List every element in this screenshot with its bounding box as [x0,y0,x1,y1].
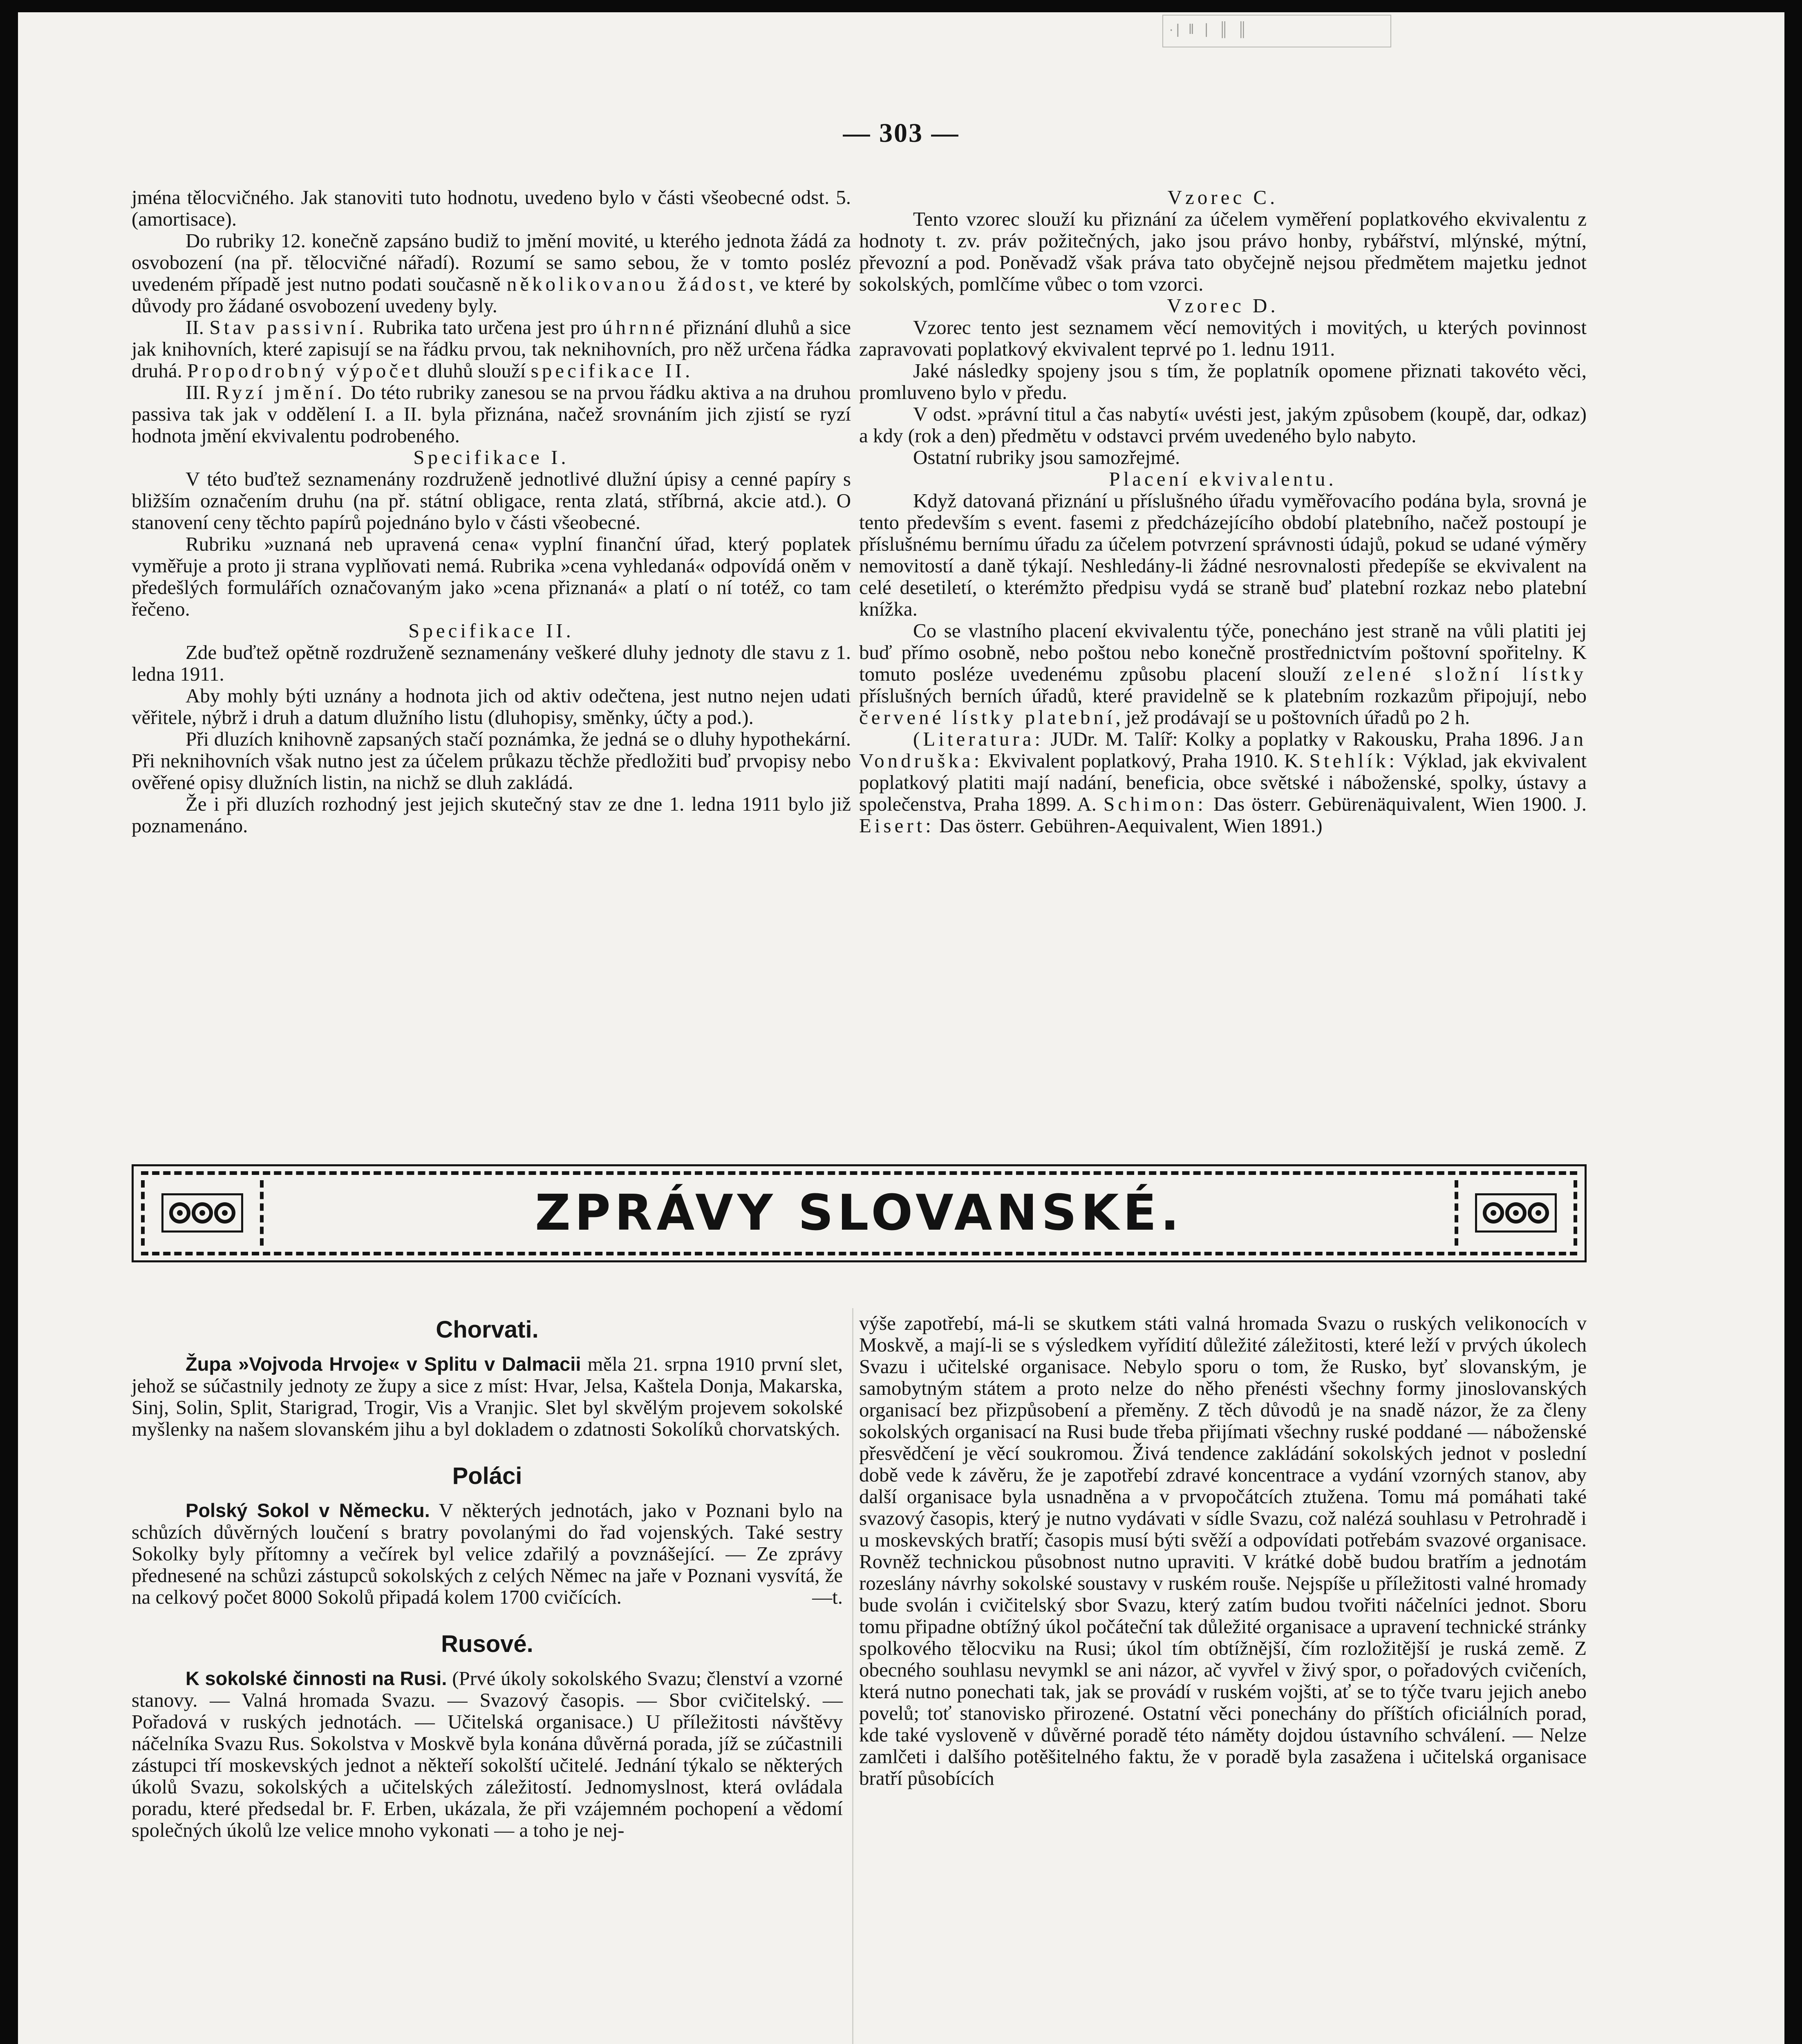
corner-stamp: ·| ‖ ∣ ║ ║ [1162,15,1391,47]
ornament-icon [1475,1193,1557,1233]
paragraph: Rubriku »uznaná neb upravená cena« vyplní finanční úřad, který poplatek vyměřuje a proto ji strana vyplňovati nemá. Rubrika »cena vyhledaná« odpovídá oněm v předešlých formulářích označovaným jako »cena přiznaná« a platí o ní totéž, co tam řečeno. [132,533,851,620]
paragraph: Tento vzorec slouží ku přiznání za účelem vyměření poplatkového ekvivalentu z hodnoty t. zv. práv požitečných, jako jsou právo honby, rybářství, mlýnské, mýtní, převozní a pod. Poněvadž však práva tato obyčejně nejsou předmětem majetku jednot sokolských, pomlčíme vůbec o tom vzorci. [859,208,1587,295]
page-number: — 303 — [843,118,960,148]
paragraph: K sokolské činnosti na Rusi. (Prvé úkoly sokolského Svazu; členství a vzorné stanovy. — Valná hromada Svazu. — Svazový časopis. — Sbor cvičitelský. — Pořadová v ruských jednotách. — Učitelská organisace.) U příležitosti návštěvy náčelníka Svazu Rus. Sokolstva v Moskvě byla konána důvěrná porada, jíž se zúčastnili zástupci tří moskevských jednot a někteří sokolští učitelé. Jednání týkalo se některých úkolů Svazu, sokolských a učitelských záležitostí. Jednomyslnost, která ovládala poradu, které předsedal br. F. Erben, ukázala, že při vzájemném pochopení a vědomí společných úkolů lze velice mnoho vykonati — a toho je nej- [132,1667,843,1841]
paragraph: Vzorec tento jest seznamem věcí nemovitých i movitých, u kterých povinnost zapravovati poplatkový ekvivalent teprvé po 1. lednu 1911. [859,316,1587,360]
paragraph: Aby mohly býti uznány a hodnota jich od aktiv odečtena, jest nutno nejen udati věřitele, nýbrž i druh a datum dlužního listu (dluhopisy, směnky, účty a pod.). [132,684,851,728]
paragraph: V odst. »právní titul a čas nabytí« uvésti jest, jakým způsobem (koupě, dar, odkaz) a kdy (rok a den) předmětu v odstavci prvém uvedeného bylo nabyto. [859,403,1587,447]
section-banner [132,1164,1587,1262]
section-heading-rusove: Rusové. [441,1631,533,1657]
bottom-left-column [132,1316,843,1841]
column-divider [852,1308,853,2044]
paragraph: Polský Sokol v Německu. V některých jednotách, jako v Poznani bylo na schůzích důvěrných loučení s bratry povolanými do řad vojenských. Také sestry Sokolky byly přítomny a večírek byl velice zdařilý a povznášející. — Ze zprávy přednesené na schůzi zástupců sokolských z celých Němec na jaře v Poznani vysvítá, že na celkový počet 8000 Sokolů připadá kolem 1700 cvičících. —t. [132,1499,843,1608]
ornament-icon [161,1193,243,1233]
subheading: Vzorec D. [1167,294,1279,317]
paragraph: Ostatní rubriky jsou samozřejmé. [913,446,1180,468]
top-right-column [859,186,1587,836]
subheading: Specifikace II. [408,619,574,642]
top-left-column [132,186,851,836]
banner-border-top [141,1171,1577,1175]
paragraph: V této buďtež seznamenány rozdruženě jednotlivé dlužní úpisy a cenné papíry s bližším označením druhu (na př. státní obligace, renta zlatá, stříbrná, akcie atd.). O stanovení ceny těchto papírů pojednáno bylo v části všeobecné. [132,468,851,533]
paragraph: II. Stav passivní. Rubrika tato určena jest pro úhrnné přiznání dluhů a sice jak knihovních, které zapisují se na řádku prvou, tak neknihovních, pro něž určena řádka druhá. Propodrobný výpočet dluhů slouží specifikace II. [132,316,851,382]
bottom-right-column [859,1312,1587,1789]
banner-emblem-right [1455,1180,1577,1246]
literature-paragraph: (Literatura: JUDr. M. Talíř: Kolky a poplatky v Rakousku, Praha 1896. Jan Vondruška: Ekvivalent poplatkový, Praha 1910. K. Stehlík: Výklad, jak ekvivalent poplatkový platiti mají nadání, beneficia, obce světské i náboženské, spolky, ústavy a společenstva, Praha 1899. A. Schimon: Das österr. Gebürenäquivalent, Wien 1900. J. Eisert: Das österr. Gebühren-Aequivalent, Wien 1891.) [859,728,1587,837]
paragraph: Jaké následky spojeny jsou s tím, že poplatník opomene přiznati takovéto věci, promluveno bylo v předu. [859,359,1587,403]
section-heading-polaci: Poláci [452,1463,522,1489]
paragraph: Když datovaná přiznání u příslušného úřadu vyměřovacího podána byla, srovná je tento především s event. fasemi z předcházejícího období platebního, načež postoupí je příslušnému bernímu úřadu za účelem potvrzení správnosti údajů, pokud se udané výměry nemovitostí a daně týkají. Neshledány-li žádné nesrovnalosti předepíše se ekvivalent na celé desetiletí, o kterémžto předpisu vydá se straně buď platební rozkaz nebo platební knížka. [859,489,1587,620]
page [18,12,1784,2044]
paragraph: Do rubriky 12. konečně zapsáno budiž to jmění movité, u kterého jednota žádá za osvobození (na př. tělocvičné nářadí). Rozumí se samo sebou, že v tomto posléz uvedeném případě jest nutno podati současně několikovanou žádost, ve které by důvody pro žádané osvobození uvedeny byly. [132,229,851,317]
banner-title: ZPRÁVY SLOVANSKÉ. [535,1184,1184,1242]
paragraph: výše zapotřebí, má-li se skutkem státi valná hromada Svazu o ruských velikonocích v Moskvě, a mají-li se s výsledkem vyřídití důležité záležitosti, které leží v prvých úkolech Svazu i učitelské organisace. Nebylo sporu o tom, že Rusko, byť slovanským, je samobytným státem a proto nelze do něho přenésti všechny formy jinoslovanských organisací bez přizpůsobení a přeměny. Z těch důvodů je na snadě názor, že za členy sokolských organisací na Rusi bude třeba přijímati všechny ruské poddané — náboženské přesvědčení je věcí soukromou. Živá tendence zakládání sokolských jednot v poslední době vede k závěru, že je zapotřebí zdravé koncentrace a vydání vzorných stanov, aby další organisace byla usnadněna a v prvopočátcích ztužena. Tomu má pomáhati také svazový časopis, který je nutno vydávati v sídle Svazu, což nalézá souhlasu v Petrohradě i u moskevských bratří; časopis musí býti svěží a odpovídati potřebám svazové organisace. Rovněž technickou působnost nutno upraviti. V krátké době budou bratřím a jednotám rozeslány návrhy sokolské soustavy v ruském rouše. Nejspíše u příležitosti valné hromady bude svolán i cvičitelský sbor Svazu, který zatím budou tvořiti náčelníci jednot. Sboru tomu připadne obtížný úkol počáteční tak důležité organisace a upravení technické stránky spolkového tělocviku na Rusi; úkol tím obtížnější, čím rozložitější je ruská země. Z obecného souhlasu nevymkl se ani názor, ač vyvřel v živý spor, o pořadových cvičeních, která nutno ponechati tak, jak se provádí v ruském vojšti, ať se to týče tvaru jejich anebo povelů; toť stanovisko přirozené. Ostatní věci ponechány do příštích oficiálních porad, kde také vysloveně v důvěrné poradě této náměty dojdou ústavního schválení. — Nelze zamlčeti i dalšího potěšitelného faktu, že v poradě byla zasažena i učitelská organisace bratří působících [859,1312,1587,1789]
banner-border-bottom [141,1252,1577,1255]
paragraph: Při dluzích knihovně zapsaných stačí poznámka, že jedná se o dluhy hypothekární. Při neknihovních však nutno jest za účelem průkazu těchže předložiti buď prvopisy nebo ověřené opisy dlužních listin, na nichž se dluh zakládá. [132,728,851,793]
subheading: Placení ekvivalentu. [1109,468,1337,490]
paragraph: Co se vlastního placení ekvivalentu týče, ponecháno jest straně na vůli platiti jej buď přímo osobně, nebo poštou nebo konečně prostřednictvím poštovní spořitelny. K tomuto posléze uvedenému způsobu placení slouží zelené složní lístky příslušných berních úřadů, které pravidelně se k platebním rozkazům připojují, nebo červené lístky platební, jež prodávají se u poštovních úřadů po 2 h. [859,619,1587,728]
paragraph: Že i při dluzích rozhodný jest jejich skutečný stav ze dne 1. ledna 1911 bylo již poznamenáno. [132,793,851,837]
paragraph: III. Ryzí jmění. Do této rubriky zanesou se na prvou řádku aktiva a na druhou passiva tak jak v oddělení I. a II. byla přiznána, načež srovnáním jich zjistí se ryzí hodnota jmění ekvivalentu podrobeného. [132,381,851,447]
banner-emblem-left [141,1180,264,1246]
subheading: Vzorec C. [1167,186,1278,208]
section-heading-chorvati: Chorvati. [436,1316,539,1343]
paragraph: jména tělocvičného. Jak stanoviti tuto hodnotu, uvedeno bylo v části všeobecné odst. 5. (amortisace). [132,186,851,230]
paragraph: Župa »Vojvoda Hrvoje« v Splitu v Dalmacii měla 21. srpna 1910 první slet, jehož se súčastnily jednoty ze župy a sice z míst: Hvar, Jelsa, Kaštela Donja, Makarska, Sinj, Solin, Split, Starigrad, Trogir, Vis a Vranjic. Slet byl skvělým projevem sokolské myšlenky na našem slovanském jihu a byl dokladem o zdatnosti Sokolíků chorvatských. [132,1353,843,1440]
paragraph: Zde buďtež opětně rozdruženě seznamenány veškeré dluhy jednoty dle stavu z 1. ledna 1911. [132,641,851,685]
subheading: Specifikace I. [413,446,569,468]
